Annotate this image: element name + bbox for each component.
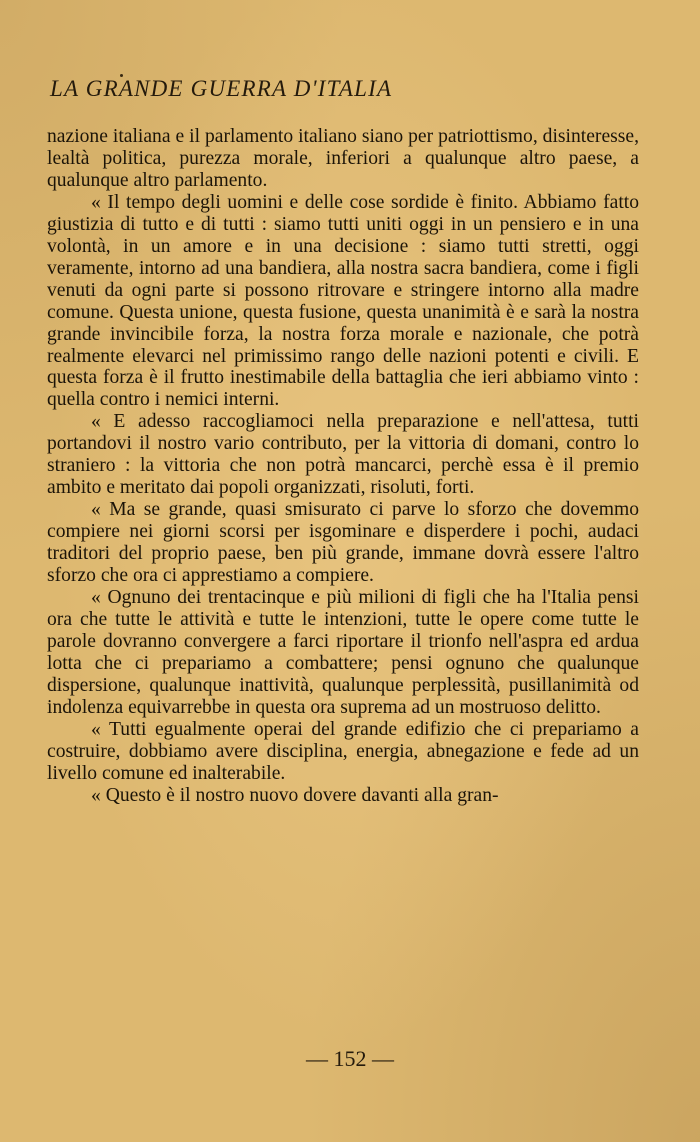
paragraph: « Ognuno dei trentacinque e più milioni di figli che ha l'Italia pensi ora che tutte le attività e tutte le intenzioni, tutte le opere come tutte le parole dovranno convergere a farci riportare il trionfo nell'aspra ed ardua lotta che ci prepariamo a combattere; pensi ognuno che qualunque dispersione, qualunque inattività, qualunque perplessità, pusillanimità od indolenza equivarrebbe in questa ora suprema ad un mostruoso delitto. [47,587,639,718]
paragraph: « Tutti egualmente operai del grande edifizio che ci prepariamo a costruire, dobbiamo avere disciplina, energia, abnegazione e fede ad un livello comune ed inalterabile. [47,718,639,784]
body-text [47,126,639,807]
running-head: LA GRANDE GUERRA D'ITALIA [50,76,393,101]
paragraph: « E adesso raccogliamoci nella preparazione e nell'attesa, tutti portandovi il nostro vario contributo, per la vittoria di domani, contro lo straniero : la vittoria che non potrà mancarci, perchè essa è il premio ambito e meritato dai popoli organizzati, risoluti, forti. [47,411,639,499]
paragraph: nazione italiana e il parlamento italiano siano per patriottismo, disinteresse, lealtà politica, purezza morale, inferiori a qualunque altro paese, a qualunque altro parlamento. [47,126,639,191]
paragraph: « Questo è il nostro nuovo dovere davanti alla gran- [91,784,499,806]
paragraph: « Il tempo degli uomini e delle cose sordide è finito. Abbiamo fatto giustizia di tutto e di tutti : siamo tutti uniti oggi in un pensiero e in una volontà, in un amore e in una decisione : siamo tutti stretti, oggi veramente, intorno ad una bandiera, alla nostra sacra bandiera, come i figli venuti da ogni parte si possono ritrovare e stringere intorno alla madre comune. Questa unione, questa fusione, questa unanimità è e sarà la nostra grande invincibile forza, la nostra forza morale e nazionale, che potrà realmente elevarci nel primissimo rango delle nazioni potenti e civili. E questa forza è il frutto inestimabile della battaglia che ieri abbiamo vinto : quella contro i nemici interni. [47,191,639,411]
page-number: — 152 — [306,1046,394,1071]
paragraph: « Ma se grande, quasi smisurato ci parve lo sforzo che dovemmo compiere nei giorni scorsi per isgominare e disperdere i pochi, audaci traditori del proprio paese, ben più grande, immane dovrà essere l'altro sforzo che ora ci apprestiamo a compiere. [47,499,639,587]
